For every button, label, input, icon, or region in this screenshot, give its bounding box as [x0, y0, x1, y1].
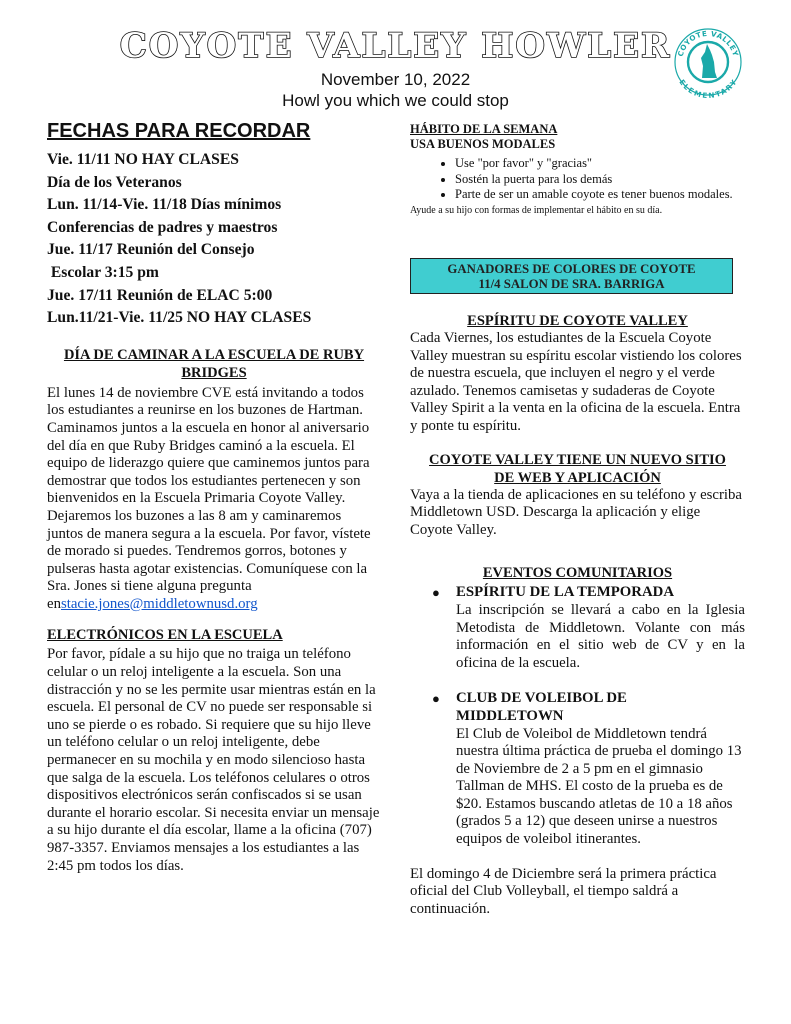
winners-line2: 11/4 SALON DE SRA. BARRIGA — [478, 277, 665, 291]
date-item: Escolar 3:15 pm — [47, 263, 159, 281]
website-body: Vaya a la tienda de aplicaciones en su teléfono y escriba Middletown USD. Descarga la aplicación y elige Coyote Valley. — [410, 486, 742, 538]
community-event — [410, 584, 745, 672]
website-heading-line1: COYOTE VALLEY TIENE UN NUEVO SITIO — [429, 451, 726, 468]
habit-list — [410, 156, 745, 203]
habit-subheading: USA BUENOS MODALES — [410, 137, 556, 151]
winners-line1: GANADORES DE COLORES DE COYOTE — [447, 262, 696, 276]
community-closing: El domingo 4 de Diciembre será la primera práctica oficial del Club Volleyball, el tiempo saldrá a continuación. — [410, 865, 717, 917]
email-link[interactable]: stacie.jones@middletownusd.org — [60, 595, 258, 612]
newsletter-date: November 10, 2022 — [320, 70, 471, 89]
ruby-bridges-text: El lunes 14 de noviembre CVE está invitando a todos los estudiantes a reunirse en los buzones de Hartman. Caminamos juntos a la escuela en honor al aniversario del día en que Ruby Bridges caminó a la escuela. El equipo de liderazgo quiere que caminemos juntos para demostrar que todos los estudiantes pertenecen y son bienvenidos en la Escuela Primaria Coyote Valley. Dejaremos los buzones a las 8 am y caminaremos juntos de manera segura a la escuela. Por favor, vístete de morado si puedes. Tendremos gorros, botones y pulseras hasta agotar existencias. Comuníquese con la Sra. Jones si tiene alguna pregunta en — [47, 384, 371, 612]
ruby-bridges-body — [47, 385, 381, 614]
habit-note: Ayude a su hijo con formas de implementar el hábito en su día. — [410, 204, 663, 216]
left-column — [47, 120, 381, 875]
habit-item: • Parte de ser un amable coyote es tener buenos modales. — [455, 187, 745, 203]
howling-coyote-icon — [701, 44, 717, 78]
dates-list — [47, 149, 381, 330]
event-body: El Club de Voleibol de Middletown tendrá nuestra última práctica de prueba el domingo 13 de Noviembre de 2 a 5 pm en el gimnasio Tallman de MHS. El costo de la prueba es de $20. Estamos buscando atletas de 10 a 18 años (grados 5 a 12) que deseen unirse a nuestros equipos de voleibol itinerantes. — [456, 725, 742, 848]
event-title: ● ESPÍRITU DE LA TEMPORADA — [456, 584, 675, 601]
newsletter-motto: Howl you which we could stop — [282, 91, 509, 110]
date-item: Día de los Veteranos — [47, 173, 182, 191]
habit-heading: HÁBITO DE LA SEMANA — [410, 122, 558, 136]
logo-text-top: COYOTE VALLEY — [675, 28, 741, 58]
habit-item: • Use "por favor" y "gracias" — [455, 156, 745, 172]
electronics-heading: ELECTRÓNICOS EN LA ESCUELA — [47, 627, 283, 644]
newsletter-title: COYOTE VALLEY HOWLER — [119, 26, 672, 66]
date-item: Jue. 17/11 Reunión de ELAC 5:00 — [47, 286, 273, 304]
ruby-bridges-heading — [47, 346, 381, 382]
logo-text-bottom: ELEMENTARY — [677, 77, 739, 100]
ruby-bridges-heading-line2: BRIDGES — [181, 364, 247, 381]
community-heading: EVENTOS COMUNITARIOS — [482, 565, 673, 582]
right-column — [410, 122, 745, 217]
event-body: La inscripción se llevará a cabo en la Iglesia Metodista de Middletown. Volante con más información en el sitio web de CV y en la oficina de la escuela. — [456, 601, 745, 671]
electronics-body: Por favor, pídale a su hijo que no traiga un teléfono celular o un reloj inteligente a la escuela. Son una distracción y no se les permite usar mientras están en la escuela. El personal de CV no puede ser responsable si uno se pierde o es robado. Si requiere que su hijo lleve un teléfono celular o un reloj inteligente, debe permanecer en su mochila y en modo silencioso hasta que salga de la escuela. Los teléfonos celulares o otros dispositivos electrónicos serán confiscados si se usan durante el horario escolar. Si necesita enviar un mensaje a su hijo durante el día escolar, llame a la oficina (707) 987-3357. Enviamos mensajes a los estudiantes a las 2:45 pm todos los días. — [47, 646, 380, 874]
date-item: Conferencias de padres y maestros — [47, 218, 278, 236]
spirit-heading: ESPÍRITU DE COYOTE VALLEY — [467, 313, 688, 329]
date-item: Lun.11/21-Vie. 11/25 NO HAY CLASES — [47, 309, 312, 327]
community-event — [410, 690, 745, 848]
right-column-lower — [410, 312, 745, 918]
dates-heading: FECHAS PARA RECORDAR — [47, 120, 311, 142]
winners-banner — [410, 258, 733, 294]
ruby-bridges-heading-line1: DÍA DE CAMINAR A LA ESCUELA DE RUBY — [63, 346, 365, 363]
website-heading-line2: DE WEB Y APLICACIÓN — [494, 469, 661, 486]
spirit-body: Cada Viernes, los estudiantes de la Escuela Coyote Valley muestran su espíritu escolar vistiendo los colores de nuestra escuela, que incluyen el negro y el verde azulado. Tenemos camisetas y sudaderas de Coyote Valley Spirit a la venta en la oficina de la escuela. Entra y ponte tu espíritu. — [410, 330, 742, 434]
date-item: Lun. 11/14-Vie. 11/18 Días mínimos — [47, 196, 282, 214]
website-heading — [410, 451, 745, 487]
school-logo — [672, 22, 744, 100]
date-item: Vie. 11/11 NO HAY CLASES — [47, 151, 239, 168]
community-events — [410, 584, 745, 848]
event-title: ● CLUB DE VOLEIBOL DE MIDDLETOWN — [456, 690, 627, 724]
habit-item: • Sostén la puerta para los demás — [455, 172, 745, 188]
date-item: Jue. 11/17 Reunión del Consejo — [47, 241, 255, 259]
